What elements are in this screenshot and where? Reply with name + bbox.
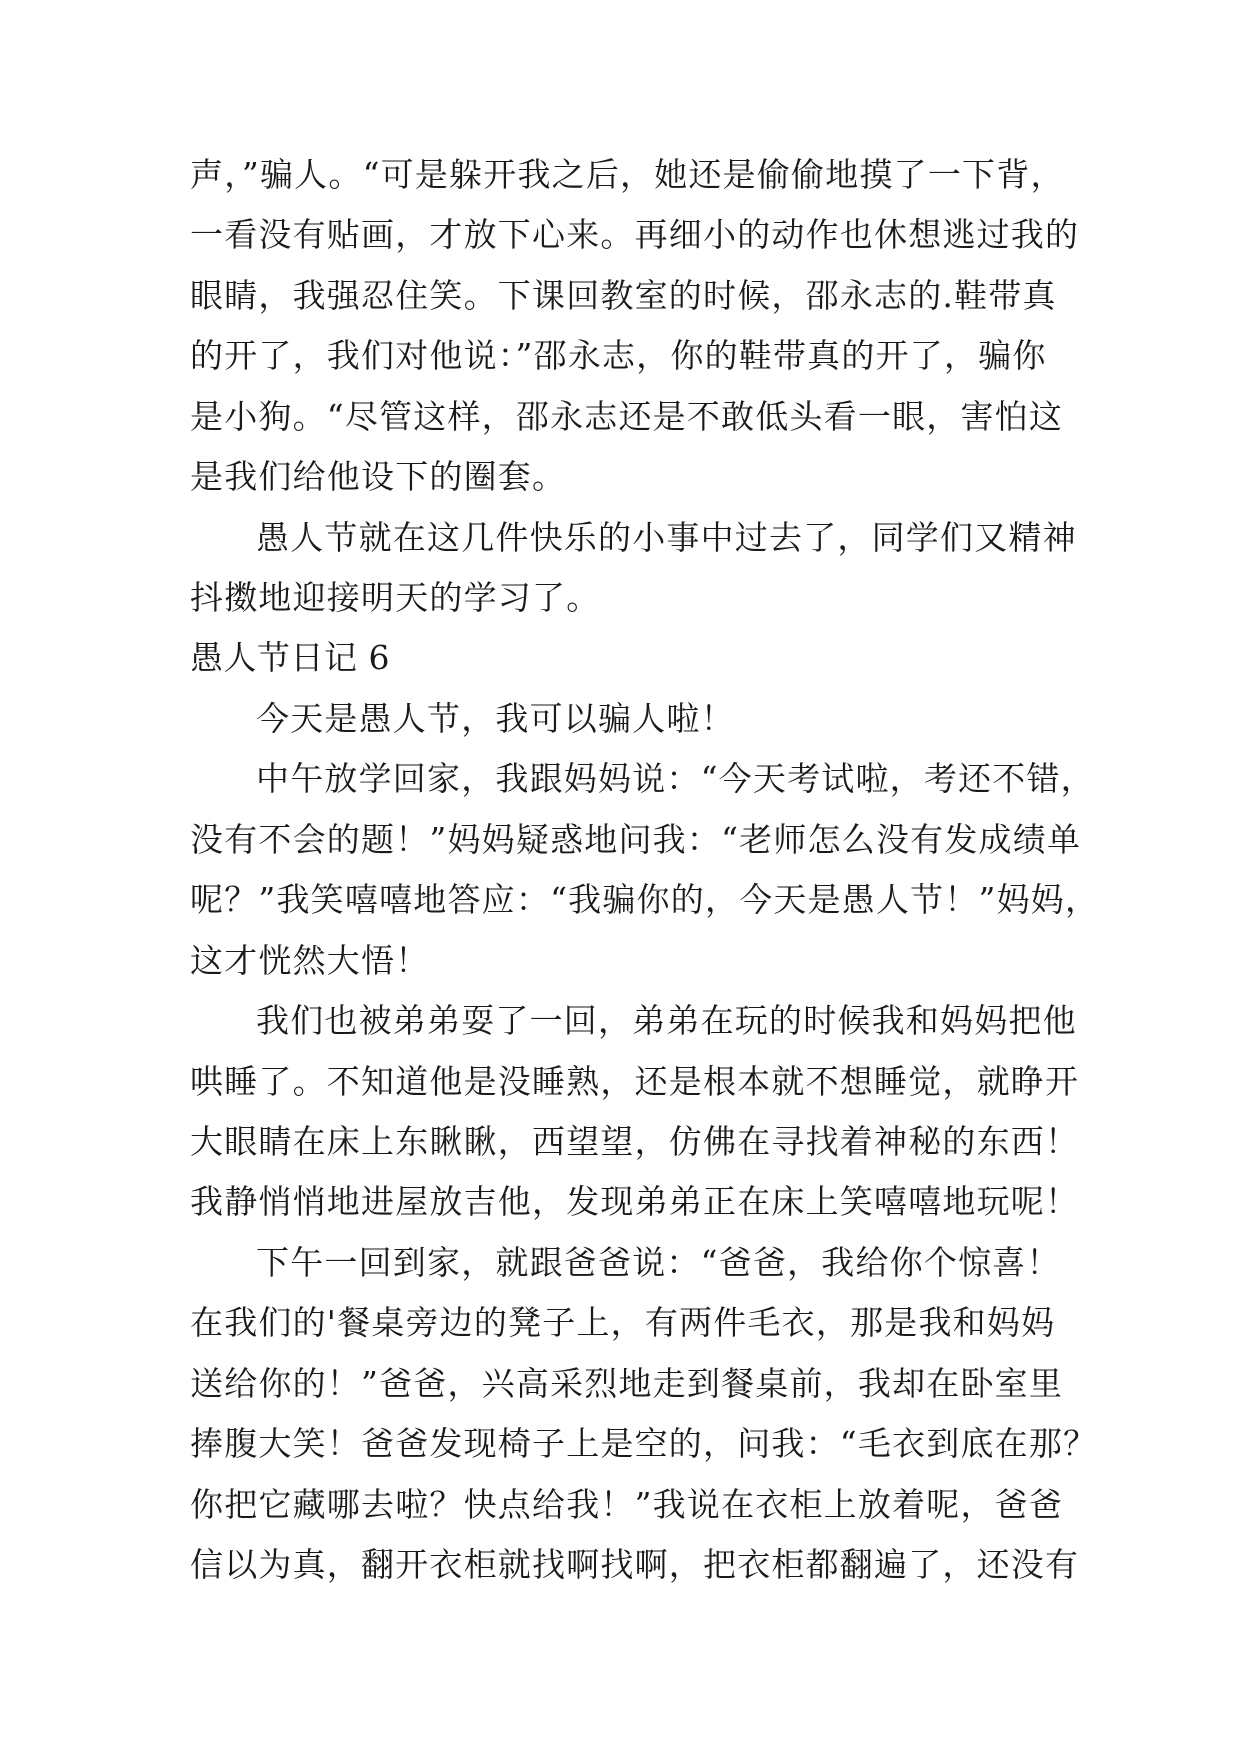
text-line: 没有不会的题！”妈妈疑惑地问我：“老师怎么没有发成绩单 [190,820,1082,859]
text-line: 送给你的！”爸爸，兴高采烈地走到餐桌前，我却在卧室里 [190,1364,1064,1403]
section-heading: 愚人节日记 6 [190,638,390,677]
paragraph-first-line: 下午一回到家，就跟爸爸说：“爸爸，我给你个惊喜！ [256,1243,1061,1282]
text-line: 声，”骗人。“可是躲开我之后，她还是偷偷地摸了一下背， [190,155,1065,194]
text-line: 哄睡了。不知道他是没睡熟，还是根本就不想睡觉，就睁开 [190,1062,1080,1101]
text-line: 信以为真，翻开衣柜就找啊找啊，把衣柜都翻遍了，还没有 [190,1545,1080,1584]
text-line: 是我们给他设下的圈套。 [190,457,567,496]
paragraph-first-line: 今天是愚人节，我可以骗人啦！ [256,699,735,738]
text-line: 捧腹大笑！爸爸发现椅子上是空的，问我：“毛衣到底在那？ [190,1424,1098,1463]
text-line: 我静悄悄地进屋放吉他，发现弟弟正在床上笑嘻嘻地玩呢！ [190,1182,1080,1221]
paragraph-first-line: 愚人节就在这几件快乐的小事中过去了，同学们又精神 [256,518,1077,557]
text-line: 呢？”我笑嘻嘻地答应：“我骗你的，今天是愚人节！”妈妈， [190,880,1100,919]
text-line: 的开了，我们对他说：”邵永志，你的鞋带真的开了，骗你 [190,336,1047,375]
text-line: 在我们的'餐桌旁边的凳子上，有两件毛衣，那是我和妈妈 [190,1303,1056,1342]
text-line: 是小狗。“尽管这样，邵永志还是不敢低头看一眼，害怕这 [190,397,1064,436]
text-line: 大眼睛在床上东瞅瞅，西望望，仿佛在寻找着神秘的东西！ [190,1122,1080,1161]
text-line: 眼睛，我强忍住笑。下课回教室的时候，邵永志的.鞋带真 [190,276,1057,315]
paragraph-first-line: 我们也被弟弟耍了一回，弟弟在玩的时候我和妈妈把他 [256,1001,1077,1040]
text-line: 一看没有贴画，才放下心来。再细小的动作也休想逃过我的 [190,215,1080,254]
paragraph-first-line: 中午放学回家，我跟妈妈说：“今天考试啦，考还不错， [256,759,1095,798]
text-line: 这才恍然大悟！ [190,941,430,980]
text-line: 你把它藏哪去啦？快点给我！”我说在衣柜上放着呢，爸爸 [190,1485,1064,1524]
text-line: 抖擞地迎接明天的学习了。 [190,578,601,617]
